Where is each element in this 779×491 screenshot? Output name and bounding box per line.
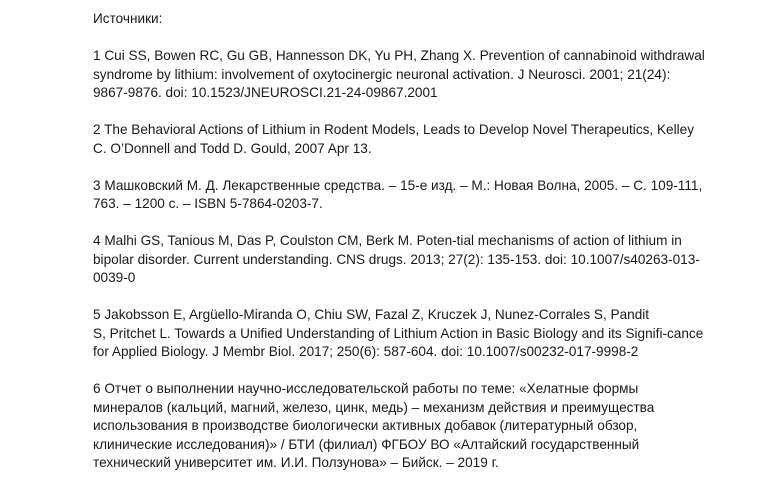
reference-item-4: [93, 232, 733, 288]
reference-item-3: [93, 177, 733, 214]
sources-heading: Источники:: [93, 11, 163, 26]
reference-item-5: [93, 306, 733, 362]
reference-line: минералов (кальций, магний, железо, цинк, медь) – механизм действия и преимущества: [93, 399, 655, 415]
reference-line: 5 Jakobsson E, Argüello-Miranda O, Chiu SW, Fazal Z, Kruczek J, Nunez-Corrales S, Pandit: [93, 307, 650, 322]
reference-line: 3 Машковский М. Д. Лекарственные средства. – 15-е изд. – М.: Новая Волна, 2005. – С. 109-111,: [93, 177, 703, 193]
reference-line: 0039-0: [93, 270, 136, 285]
reference-line: клинические исследования)» / БТИ (филиал) ФГБОУ ВО «Алтайский государственный: [93, 436, 640, 452]
reference-line: syndrome by lithium: involvement of oxytocinergic neuronal activation. J Neurosci. 2001; 21(24):: [93, 66, 671, 82]
reference-line: использования в производстве биологически активных добавок (литературный обзор,: [93, 418, 638, 433]
reference-line: 6 Отчет о выполнении научно-исследовательской работы по теме: «Хелатные формы: [93, 381, 639, 396]
reference-line: 1 Cui SS, Bowen RC, Gu GB, Hannesson DK, Yu PH, Zhang X. Prevention of cannabinoid withdrawal: [93, 48, 705, 63]
reference-line: 9867-9876. doi: 10.1523/JNEUROSCI.21-24-09867.2001: [93, 85, 438, 100]
reference-line: for Applied Biology. J Membr Biol. 2017; 250(6): 587-604. doi: 10.1007/s00232-017-9998-2: [93, 344, 639, 359]
reference-item-1: [93, 47, 733, 103]
reference-line: S, Pritchet L. Towards a Unified Understanding of Lithium Action in Basic Biology and its Signifi-cance: [93, 325, 704, 341]
reference-line: 2 The Behavioral Actions of Lithium in Rodent Models, Leads to Develop Novel Therapeutics, Kelley: [93, 122, 694, 137]
reference-item-2: [93, 121, 733, 158]
reference-line: 763. – 1200 с. – ISBN 5-7864-0203-7.: [93, 196, 323, 211]
document-page: [93, 10, 733, 491]
reference-line: C. O’Donnell and Todd D. Gould, 2007 Apr 13.: [93, 140, 372, 156]
reference-line: 4 Malhi GS, Tanious M, Das P, Coulston CM, Berk M. Poten-tial mechanisms of action of lithium in: [93, 233, 682, 248]
reference-item-6: [93, 380, 733, 473]
reference-line: bipolar disorder. Current understanding. CNS drugs. 2013; 27(2): 135-153. doi: 10.1007/s40263-013-: [93, 251, 700, 267]
reference-line: технический университет им. И.И. Ползунова» – Бийск. – 2019 г.: [93, 455, 499, 470]
